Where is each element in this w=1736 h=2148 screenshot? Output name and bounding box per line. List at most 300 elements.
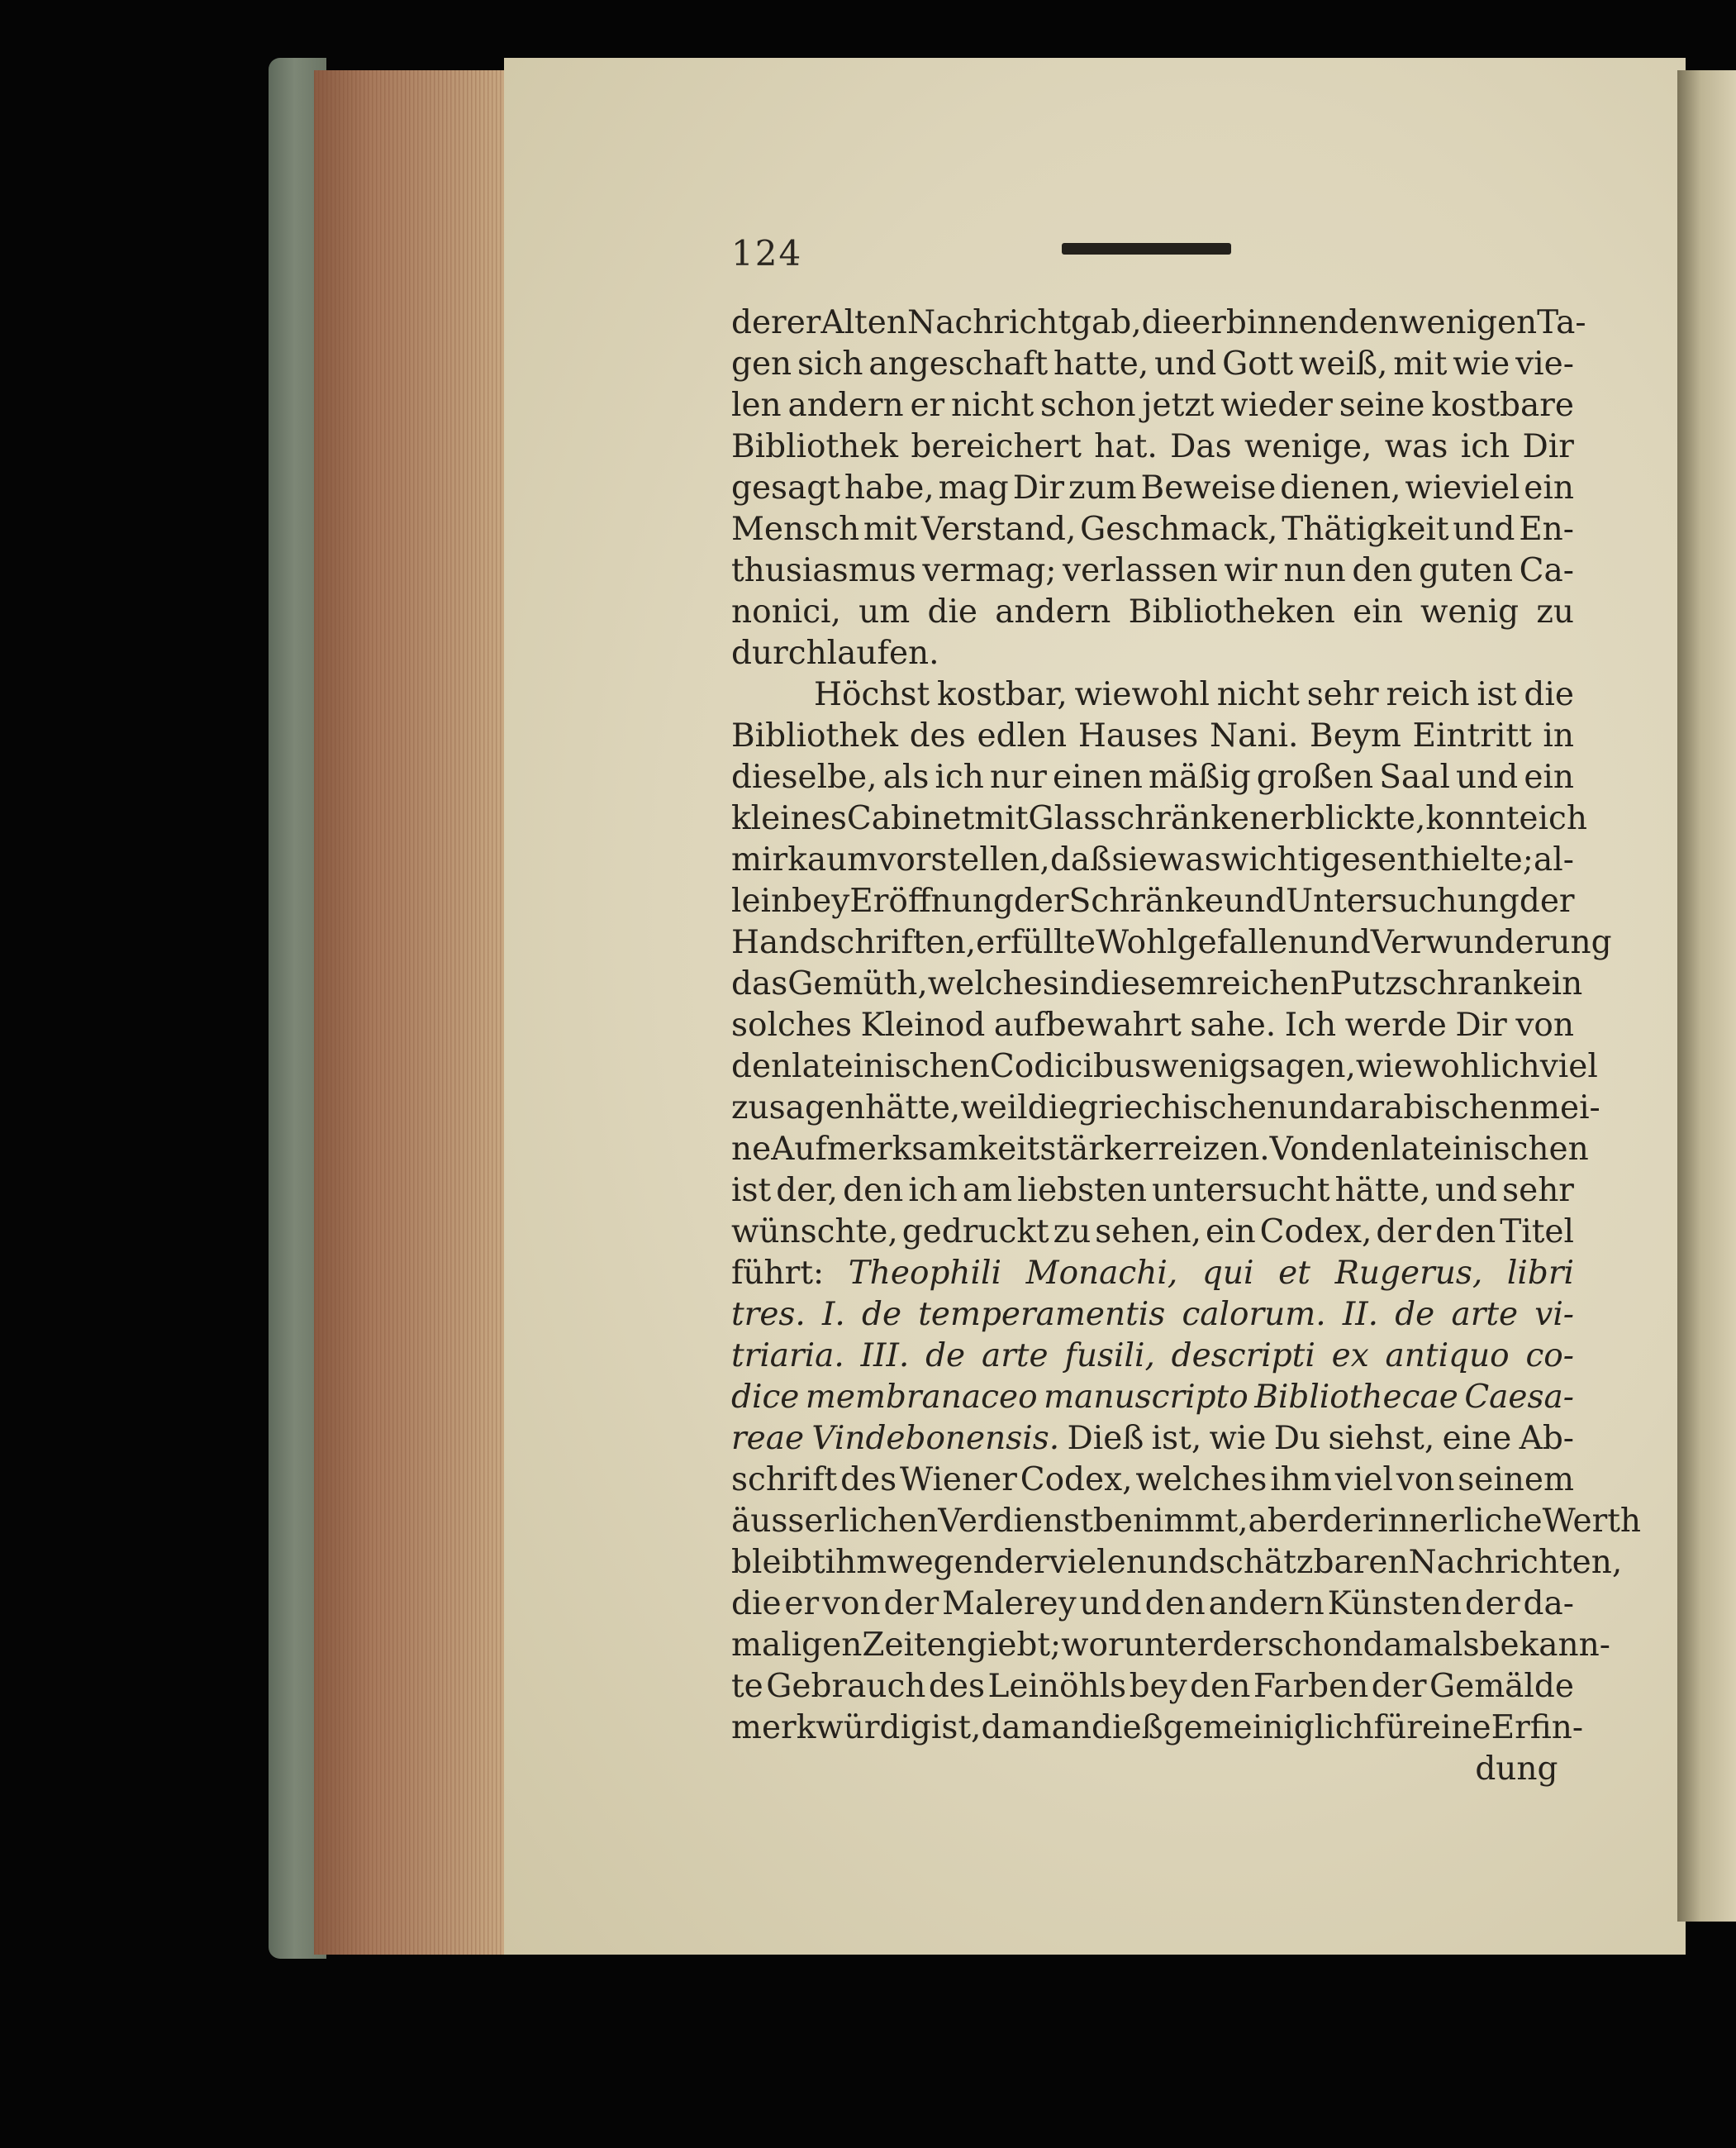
text-word: bey [1129, 1668, 1187, 1705]
text-word: stärker [1039, 1131, 1158, 1168]
text-word: mei- [1529, 1089, 1600, 1126]
text-word: ein [1206, 1213, 1256, 1250]
page-block-edge [314, 70, 508, 1955]
text-line [731, 304, 1586, 345]
text-word: führt: [731, 1255, 825, 1292]
text-word: Aufmerksamkeit [771, 1131, 1040, 1168]
text-word: die [927, 593, 978, 631]
text-word: vorstellen, [878, 841, 1050, 879]
text-word: vermag; [922, 552, 1057, 589]
text-word: mit [863, 511, 917, 548]
text-word: al- [1534, 841, 1574, 879]
text-word: durchlaufen. [731, 635, 939, 672]
text-word: Codex, [1259, 1213, 1372, 1250]
text-line [731, 1337, 1574, 1379]
page-number: 124 [731, 233, 803, 274]
text-word: arte [1451, 1296, 1519, 1333]
text-word: bekann- [1479, 1626, 1610, 1664]
text-word: der [1519, 883, 1575, 920]
text-word: schon [1268, 1626, 1363, 1664]
text-line [731, 1461, 1574, 1503]
text-word: man [1020, 1709, 1092, 1746]
text-word: giebt; [966, 1626, 1062, 1664]
text-line [731, 469, 1574, 511]
text-line [731, 1089, 1600, 1131]
text-word: Bibliothek [731, 717, 899, 755]
text-word: sahe. [1190, 1007, 1277, 1044]
text-word: habe, [844, 469, 935, 507]
text-word: ein [1532, 965, 1583, 1003]
text-word: sehen, [1095, 1213, 1202, 1250]
text-word: Handschriften, [731, 924, 977, 961]
text-word: und [1287, 1089, 1350, 1126]
text-word: Künsten [1327, 1585, 1463, 1622]
text-word: den [731, 1048, 792, 1085]
text-line [731, 428, 1574, 469]
text-word: den [1144, 1585, 1206, 1622]
text-line [731, 1172, 1574, 1213]
adjacent-page-strip [1677, 70, 1736, 1922]
text-word: bey [792, 883, 850, 920]
text-word: zu [1536, 593, 1574, 631]
text-line [731, 1544, 1623, 1585]
text-line [731, 387, 1574, 428]
text-word: er [784, 1585, 820, 1622]
text-word: gesagt [731, 469, 840, 507]
text-word: arabischen [1349, 1089, 1530, 1126]
text-word: wie [1209, 1420, 1267, 1457]
text-word: für [1373, 1709, 1422, 1746]
text-word: griechischen [1077, 1089, 1288, 1126]
text-word: wegen [887, 1544, 994, 1581]
text-word: ihm [825, 1544, 887, 1581]
text-word: lateinischen [1391, 1131, 1589, 1168]
text-word: Das [1170, 428, 1232, 465]
text-word: den [1190, 1668, 1251, 1705]
text-word: Saal [1379, 759, 1450, 796]
text-word: II. [1342, 1296, 1379, 1333]
text-line [731, 800, 1587, 841]
text-word: dieß [1092, 1709, 1163, 1746]
text-line [731, 511, 1574, 552]
text-word: Mensch [731, 511, 860, 548]
text-word: Verwunderung [1370, 924, 1612, 961]
text-word: bleibt [731, 1544, 825, 1581]
text-word: thusiasmus [731, 552, 916, 589]
text-word: ist, [930, 1709, 982, 1746]
text-word: der [883, 1585, 939, 1622]
text-word: wenig [1420, 593, 1520, 631]
text-word: Monachi, [1025, 1255, 1178, 1292]
page-header [731, 233, 1558, 283]
text-word: membranaceo [805, 1379, 1038, 1416]
text-word: dieselbe, [731, 759, 878, 796]
text-word: wenige, [1244, 428, 1372, 465]
text-word: nonici, [731, 593, 841, 631]
text-word: seinem [1458, 1461, 1574, 1498]
text-line [731, 1420, 1574, 1461]
text-word: sie [1111, 841, 1158, 879]
text-word: gab, [1071, 304, 1142, 341]
text-word: triaria. [731, 1337, 844, 1374]
text-word: zu [1053, 1213, 1092, 1250]
text-line [731, 593, 1574, 635]
text-word: einen [1052, 759, 1143, 796]
text-word: sich [797, 345, 863, 383]
text-word: merkwürdig [731, 1709, 931, 1746]
text-line [731, 965, 1583, 1007]
text-word: co- [1525, 1337, 1574, 1374]
text-word: wenigen [1398, 304, 1538, 341]
text-word: Cabinet [846, 800, 975, 837]
text-word: sehr [1306, 676, 1379, 713]
text-word: seine [1339, 387, 1425, 424]
text-word: Von [1269, 1131, 1330, 1168]
text-line [731, 345, 1574, 387]
text-word: derer [731, 304, 821, 341]
text-word: reichen [1206, 965, 1330, 1003]
text-word: Farben [1253, 1668, 1369, 1705]
text-word: Dir [1522, 428, 1574, 465]
text-word: ne [731, 1131, 772, 1168]
text-word: Gebrauch [766, 1668, 926, 1705]
text-word: hätte, [865, 1089, 961, 1126]
text-word: solches [731, 1007, 853, 1044]
text-word: sehr [1502, 1172, 1574, 1209]
text-word: edlen [977, 717, 1068, 755]
text-word: Eröffnung [849, 883, 1014, 920]
text-word: aber [1248, 1503, 1323, 1540]
text-word: der [1376, 1213, 1432, 1250]
text-word: reizen. [1158, 1131, 1270, 1168]
text-word: des [909, 717, 966, 755]
text-word: Bibliothecae [1254, 1379, 1458, 1416]
text-word: Ich [1284, 1007, 1337, 1044]
text-word: äusserlichen [731, 1503, 939, 1540]
text-word: sagen, [1249, 1048, 1356, 1085]
text-word: siehst, [1328, 1420, 1435, 1457]
text-word: mit [974, 800, 1029, 837]
text-word: Theophili [848, 1255, 1001, 1292]
text-word: da [981, 1709, 1021, 1746]
text-word: len [731, 387, 782, 424]
text-word: und [1223, 883, 1287, 920]
text-word: da- [1523, 1585, 1574, 1622]
text-word: gen [731, 345, 792, 383]
text-word: untersucht [1152, 1172, 1330, 1209]
text-word: kleines [731, 800, 847, 837]
text-word: vielen [1049, 1544, 1147, 1581]
text-word: Codicibus [989, 1048, 1152, 1085]
text-word: Ab- [1519, 1420, 1574, 1457]
text-word: Schränke [1068, 883, 1224, 920]
text-word: Gott [1222, 345, 1294, 383]
text-word: hatte, [1053, 345, 1149, 383]
text-word: Du [1273, 1420, 1321, 1457]
text-word: wenig [1151, 1048, 1250, 1085]
text-word: weil [960, 1089, 1028, 1126]
text-word: jetzt [1142, 387, 1215, 424]
text-word: Zeiten [862, 1626, 967, 1664]
text-word: guten [1419, 552, 1514, 589]
text-word: der [1464, 1585, 1520, 1622]
text-word: dienen, [1280, 469, 1401, 507]
text-word: die [1524, 676, 1574, 713]
text-word: dice [731, 1379, 800, 1416]
text-word: Caesa- [1464, 1379, 1574, 1416]
text-word: wünschte, [731, 1213, 898, 1250]
text-word: Putzschrank [1329, 965, 1533, 1003]
text-word: werde [1344, 1007, 1447, 1044]
text-word: den [1329, 1131, 1391, 1168]
text-line [731, 1626, 1610, 1668]
text-line [731, 1585, 1574, 1626]
text-word: und [1146, 1544, 1210, 1581]
text-line [731, 1668, 1574, 1709]
text-word: bereichert [911, 428, 1082, 465]
text-word: gemeiniglich [1163, 1709, 1374, 1746]
text-word: Gemälde [1429, 1668, 1574, 1705]
text-word: ich [908, 1172, 958, 1209]
text-word: ich [1460, 428, 1510, 465]
text-line [731, 1296, 1574, 1337]
text-word: den [843, 1172, 904, 1209]
text-word: kostbare [1431, 387, 1574, 424]
text-word: I. [822, 1296, 845, 1333]
text-line [731, 841, 1574, 883]
text-word: reich [1386, 676, 1470, 713]
text-word: Geschmack, [1080, 511, 1278, 548]
text-word: der [1322, 1503, 1378, 1540]
text-word: die [731, 1585, 782, 1622]
text-word: der [1013, 883, 1069, 920]
text-word: wichtiges [1220, 841, 1377, 879]
text-word: arte [981, 1337, 1049, 1374]
text-word: ist [1477, 676, 1517, 713]
text-word: Malerey [942, 1585, 1077, 1622]
text-word: Hauses [1077, 717, 1199, 755]
text-word: hat. [1094, 428, 1158, 465]
text-word: konnte [1425, 800, 1539, 837]
text-word: zum [1068, 469, 1137, 507]
text-word: reae [731, 1420, 805, 1457]
text-word: Wohlgefallen [1096, 924, 1309, 961]
text-word: und [1154, 345, 1217, 383]
text-word: Thätigkeit [1282, 511, 1449, 548]
text-word: er [910, 387, 945, 424]
text-word: liebsten [1017, 1172, 1148, 1209]
text-word: Verdienst [938, 1503, 1093, 1540]
text-word: von [822, 1585, 881, 1622]
text-word: III. [860, 1337, 910, 1374]
text-word: Nani. [1210, 717, 1299, 755]
text-word: mir [731, 841, 788, 879]
text-line [731, 1709, 1584, 1750]
text-word: antiquo [1385, 1337, 1510, 1374]
text-word: damals [1363, 1626, 1480, 1664]
text-word: wiewohl [1355, 1048, 1491, 1085]
text-line [731, 924, 1612, 965]
text-word: schrift [731, 1461, 838, 1498]
text-line [731, 717, 1574, 759]
text-word: Erfin- [1491, 1709, 1584, 1746]
text-word: fusili, [1064, 1337, 1155, 1374]
text-word: aufbewahrt [993, 1007, 1182, 1044]
text-line [731, 552, 1574, 593]
text-word: ein [1524, 759, 1574, 796]
text-word: kostbar, [936, 676, 1068, 713]
text-word: Titel [1500, 1213, 1574, 1250]
text-word: wir [1224, 552, 1277, 589]
text-word: libri [1506, 1255, 1574, 1292]
text-word: Alten [820, 304, 907, 341]
text-word: von [1396, 1461, 1455, 1498]
text-word: de [925, 1337, 966, 1374]
text-word: Bibliotheken [1128, 593, 1335, 631]
text-word: mäßig [1148, 759, 1251, 796]
text-word: Gemüth, [787, 965, 928, 1003]
text-word: calorum. [1182, 1296, 1326, 1333]
text-word: schätzbaren [1209, 1544, 1409, 1581]
text-word: der [1212, 1626, 1268, 1664]
text-word: ich [1491, 1048, 1540, 1085]
text-word: de [862, 1296, 902, 1333]
header-ornament-rule [1062, 243, 1231, 255]
text-word: manuscripto [1044, 1379, 1248, 1416]
text-word: andern [787, 387, 904, 424]
text-word: in [1058, 965, 1091, 1003]
text-word: dung [1475, 1750, 1558, 1788]
text-word: viel [1539, 1048, 1598, 1085]
text-word: Verstand, [920, 511, 1077, 548]
text-word: wie [1453, 345, 1510, 383]
text-word: wieviel [1405, 469, 1520, 507]
text-word: Beym [1310, 717, 1401, 755]
text-word: ich [1538, 800, 1587, 837]
body-text [731, 304, 1642, 1792]
text-word: Beweise [1140, 469, 1277, 507]
text-word: benimmt, [1092, 1503, 1248, 1540]
text-word: qui [1201, 1255, 1254, 1292]
text-word: der [1371, 1668, 1427, 1705]
text-word: und [1456, 759, 1519, 796]
text-word: innerliche [1377, 1503, 1543, 1540]
text-word: daß [1049, 841, 1112, 879]
text-word: Dir [1455, 1007, 1507, 1044]
text-word: nur [990, 759, 1047, 796]
text-word: Ta- [1537, 304, 1586, 341]
text-word: angeschaft [868, 345, 1049, 383]
text-word: den [1352, 552, 1413, 589]
text-word: Nachrichten, [1408, 1544, 1623, 1581]
text-word: ihm [1270, 1461, 1332, 1498]
text-word: wieder [1220, 387, 1333, 424]
text-word: enthielte; [1377, 841, 1534, 879]
text-word: Werth [1542, 1503, 1642, 1540]
text-word: in [1543, 717, 1574, 755]
text-word: hätte, [1334, 1172, 1430, 1209]
text-word: welches [927, 965, 1059, 1003]
text-word: Leinöhls [987, 1668, 1127, 1705]
text-word: vie- [1515, 345, 1574, 383]
text-word: und [1079, 1585, 1142, 1622]
text-word: mit [1393, 345, 1448, 383]
text-word: Eintritt [1412, 717, 1532, 755]
text-word: descripti [1171, 1337, 1315, 1374]
text-word: binnen [1225, 304, 1339, 341]
text-line [731, 1048, 1598, 1089]
text-word: viel [1334, 1461, 1393, 1498]
text-word: et [1278, 1255, 1310, 1292]
text-word: ich [935, 759, 984, 796]
text-word: maligen [731, 1626, 863, 1664]
text-word: En- [1519, 511, 1574, 548]
text-word: nicht [950, 387, 1034, 424]
text-word: tres. [731, 1296, 806, 1333]
text-word: Bibliothek [731, 428, 899, 465]
text-word: Dir [1012, 469, 1065, 507]
text-word: Rugerus, [1334, 1255, 1483, 1292]
text-word: Glasschränken [1028, 800, 1271, 837]
text-word: großen [1256, 759, 1374, 796]
text-word: Wiener [900, 1461, 1017, 1498]
text-word: eine [1442, 1420, 1512, 1457]
text-word: nicht [1216, 676, 1300, 713]
text-word: eine [1421, 1709, 1491, 1746]
text-word: der [993, 1544, 1049, 1581]
text-word: verlassen [1063, 552, 1218, 589]
text-word: ist, [1151, 1420, 1202, 1457]
text-word: erblickte, [1270, 800, 1426, 837]
text-line [731, 1503, 1642, 1544]
text-word: die [1141, 304, 1192, 341]
text-word: weiß, [1299, 345, 1388, 383]
text-line [731, 1007, 1574, 1048]
text-line [731, 1750, 1574, 1792]
text-word: was [1158, 841, 1221, 879]
text-word: diesem [1090, 965, 1206, 1003]
text-word: das [731, 965, 788, 1003]
text-word: zu [731, 1089, 769, 1126]
text-word: temperamentis [918, 1296, 1166, 1333]
text-word: nun [1283, 552, 1346, 589]
text-word: vi- [1534, 1296, 1574, 1333]
text-word: Untersuchung [1286, 883, 1520, 920]
text-word: ist [731, 1172, 772, 1209]
text-word: Nachricht [906, 304, 1072, 341]
text-word: was [1384, 428, 1448, 465]
text-word: Ca- [1519, 552, 1574, 589]
text-line [731, 1131, 1589, 1172]
text-word: worunter [1061, 1626, 1213, 1664]
text-word: der, [776, 1172, 839, 1209]
text-word: als [882, 759, 930, 796]
text-word: welches [1135, 1461, 1268, 1498]
text-word: ein [1524, 469, 1574, 507]
text-word: lateinischen [792, 1048, 990, 1085]
text-word: des [840, 1461, 897, 1498]
text-word: ein [1353, 593, 1403, 631]
text-word: Dieß [1067, 1420, 1144, 1457]
text-word: kaum [787, 841, 878, 879]
text-word: gedruckt [901, 1213, 1049, 1250]
text-word: und [1453, 511, 1515, 548]
text-word: er [1191, 304, 1226, 341]
text-word: erfüllte [976, 924, 1096, 961]
text-word: die [1027, 1089, 1078, 1126]
text-line [731, 1213, 1574, 1255]
text-word: Vindebonensis. [811, 1420, 1060, 1457]
